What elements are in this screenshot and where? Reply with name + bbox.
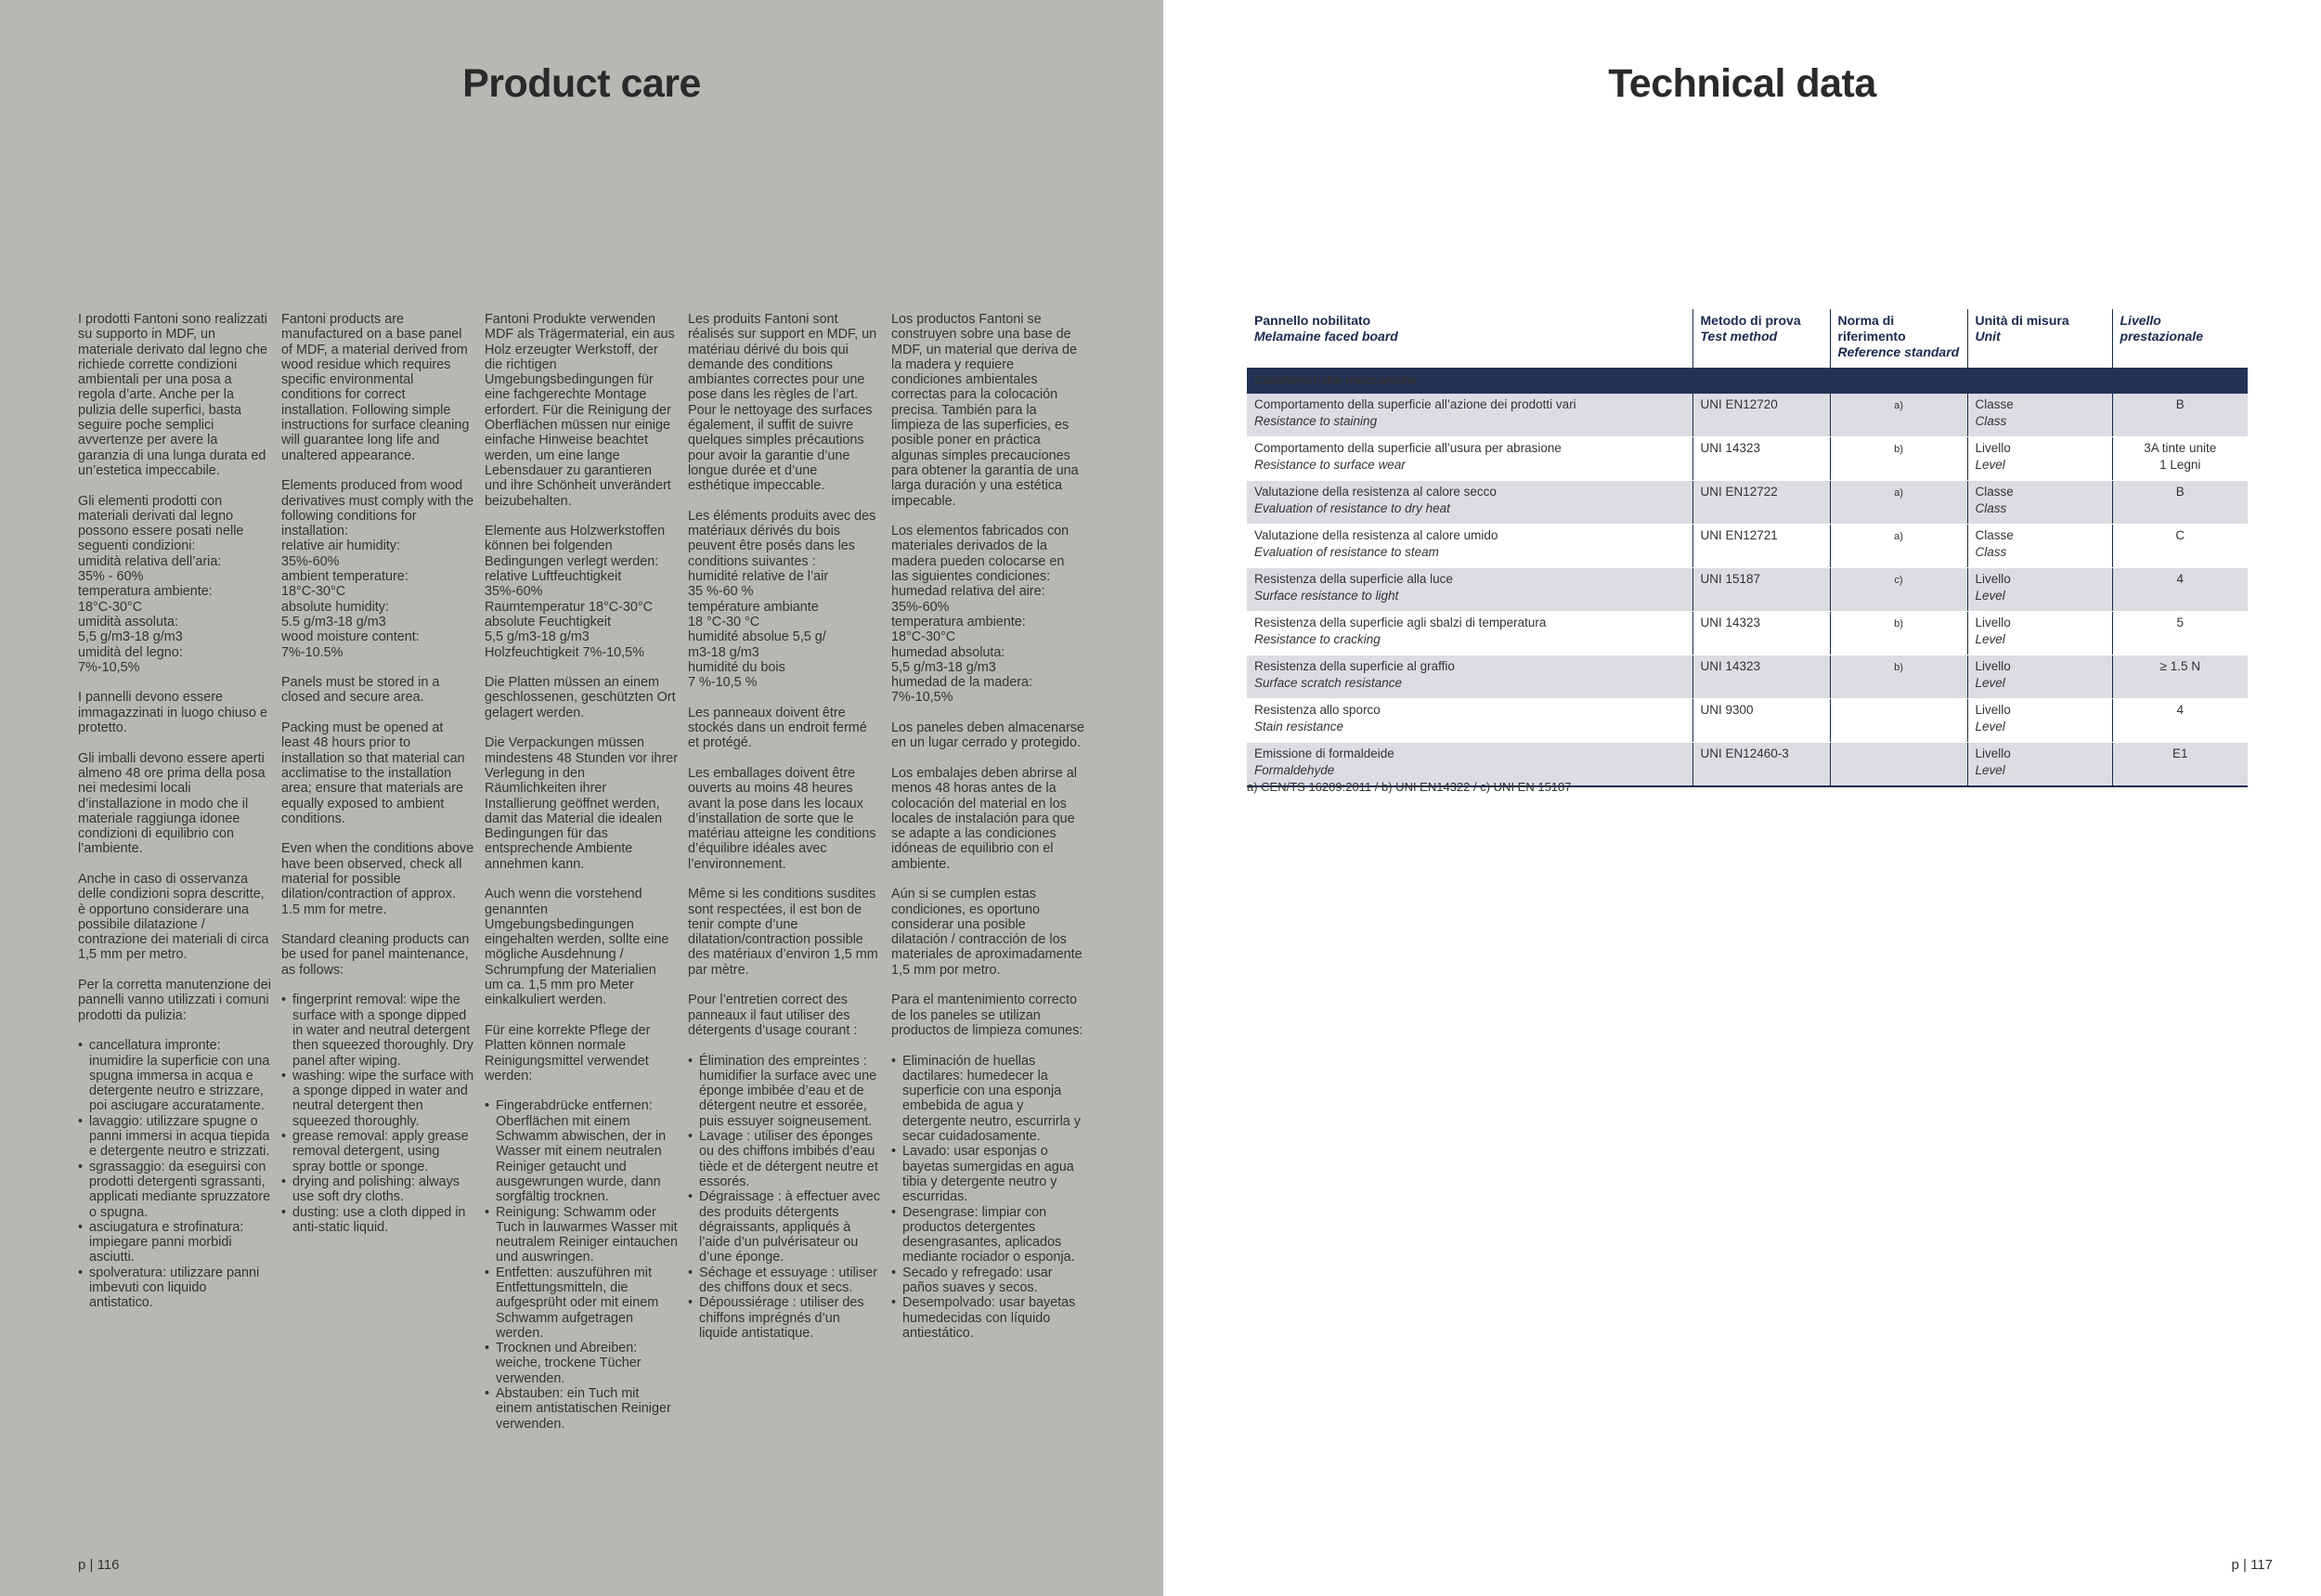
table-row — [1247, 481, 2248, 525]
unit-en: Class — [1975, 501, 2007, 515]
header-reference-it: Norma di riferimento — [1837, 313, 1906, 344]
list-item: • Lavage : utiliser des éponges ou des chiffons imbibés d’eau tiède et de détergent neutre et essorés. — [688, 1129, 881, 1189]
column-paragraph: Les panneaux doivent être stockés dans un endroit fermé et protégé. — [688, 705, 867, 751]
unit-en: Level — [1975, 632, 2005, 646]
text-column-french — [688, 312, 881, 1356]
list-item: • dusting: use a cloth dipped in anti-static liquid. — [281, 1205, 474, 1236]
property-cell — [1247, 437, 1692, 481]
unit-en: Level — [1975, 763, 2005, 777]
column-paragraph: I pannelli devono essere immagazzinati in luogo chiuso e protetto. — [78, 690, 267, 736]
level-value: 3A tinte unite — [2144, 441, 2217, 455]
column-paragraph: Panels must be stored in a closed and secure area. — [281, 675, 440, 706]
table-header-row — [1247, 309, 2248, 368]
level-cell — [2112, 568, 2248, 612]
property-it: Resistenza della superficie al graffio — [1254, 659, 1455, 673]
unit-it: Livello — [1975, 703, 2011, 717]
reference-cell — [1830, 612, 1967, 655]
unit-it: Livello — [1975, 616, 2011, 629]
unit-it: Livello — [1975, 746, 2011, 760]
reference-note: b) — [1894, 662, 1903, 673]
table-row — [1247, 568, 2248, 612]
unit-it: Livello — [1975, 572, 2011, 586]
reference-cell — [1830, 568, 1967, 612]
text-column-english — [281, 312, 474, 1250]
property-en: Stain resistance — [1254, 720, 1344, 733]
property-it: Emissione di formaldeide — [1254, 746, 1394, 760]
column-paragraph: Die Verpackungen müssen mindestens 48 Stunden vor ihrer Verlegung in den Räumlichkeiten ihrer Installierung geöffnet werden, damit das Material die idealen Bedingungen für das entsprechende Ambiente annehmen kann. — [485, 735, 678, 872]
level-cell — [2112, 481, 2248, 525]
page-title-technical-data: Technical data — [1608, 61, 1876, 106]
header-unit-en: Unit — [1975, 329, 2001, 344]
column-paragraph: Les emballages doivent être ouverts au moins 48 heures avant la pose dans les locaux d’installation de sorte que le matériau atteigne les conditions d’équilibre idéales avec l’environnement. — [688, 765, 876, 872]
method-cell: UNI 14323 — [1692, 655, 1830, 699]
method-cell: UNI 14323 — [1692, 612, 1830, 655]
list-item: • Élimination des empreintes : humidifier la surface avec une éponge imbibée d’eau et de détergent neutre et essorée, puis essuyer soigneusement. — [688, 1054, 881, 1129]
cleaning-instructions-list — [281, 993, 474, 1235]
column-paragraph: Para el mantenimiento correcto de los paneles se utilizan productos de limpieza comunes: — [891, 993, 1083, 1038]
level-cell — [2112, 612, 2248, 655]
column-paragraph: Los embalajes deben abrirse al menos 48 horas antes de la colocación del material en los locales de instalación para que se adapte a las condiciones idóneas de equilibrio con el ambiente. — [891, 765, 1077, 872]
column-paragraph: Für eine korrekte Pflege der Platten können normale Reinigungsmittel verwendet werden: — [485, 1022, 651, 1083]
list-item: • fingerprint removal: wipe the surface with a sponge dipped in water and neutral detergent then squeezed thoroughly. Dry panel after wiping. — [281, 993, 474, 1068]
reference-note: c) — [1894, 575, 1903, 586]
property-it: Valutazione della resistenza al calore umido — [1254, 528, 1498, 542]
unit-en: Level — [1975, 676, 2005, 690]
list-item: • Dégraissage : à effectuer avec des produits détergents dégraissants, appliqués à l’aide d’un pulvérisateur ou d’une éponge. — [688, 1189, 881, 1265]
property-cell — [1247, 394, 1692, 437]
unit-en: Level — [1975, 458, 2005, 472]
header-level-en: prestazionale — [2120, 329, 2203, 344]
reference-cell — [1830, 743, 1967, 787]
property-en: Resistance to staining — [1254, 414, 1378, 428]
level-value: B — [2175, 397, 2185, 411]
reference-note: a) — [1894, 531, 1903, 542]
list-item: • Dépoussiérage : utiliser des chiffons imprégnés d’un liquide antistatique. — [688, 1295, 881, 1341]
reference-note: a) — [1894, 487, 1903, 499]
page-number-left: p | 116 — [78, 1557, 120, 1573]
unit-cell — [1967, 655, 2112, 699]
cleaning-instructions-list — [78, 1038, 271, 1310]
table-row — [1247, 525, 2248, 568]
table-row — [1247, 699, 2248, 743]
method-cell: UNI EN12460-3 — [1692, 743, 1830, 787]
right-page — [1163, 0, 2321, 1596]
reference-note: b) — [1894, 444, 1903, 455]
header-method-en: Test method — [1700, 329, 1778, 344]
text-column-italian — [78, 312, 271, 1326]
unit-cell — [1967, 568, 2112, 612]
header-reference — [1830, 309, 1967, 368]
reference-cell — [1830, 525, 1967, 568]
table-row — [1247, 612, 2248, 655]
page-title-product-care: Product care — [462, 61, 701, 106]
level-value: C — [2175, 528, 2185, 542]
list-item: • Reinigung: Schwamm oder Tuch in lauwarmes Wasser mit neutralem Reiniger eintauchen und auswringen. — [485, 1205, 678, 1265]
column-paragraph: Gli elementi prodotti con materiali derivati dal legno possono essere posati nelle seguenti condizioni: umidità relativa dell’aria: 35% - 60% temperatura ambiente: 18°C-30°C umidità assoluta: 5,5 g/m3-18 g/m3 umidità del legno: 7%-10,5% — [78, 493, 244, 675]
column-paragraph: Anche in caso di osservanza delle condizioni sopra descritte, è opportuno considerare una possibile dilatazione / contrazione dei materiali di circa 1,5 mm per metro. — [78, 871, 269, 963]
list-item: • Desempolvado: usar bayetas humedecidas con líquido antiestático. — [891, 1295, 1084, 1341]
property-en: Resistance to surface wear — [1254, 458, 1406, 472]
unit-en: Level — [1975, 720, 2005, 733]
property-it: Valutazione della resistenza al calore secco — [1254, 485, 1497, 499]
property-it: Resistenza della superficie agli sbalzi di temperatura — [1254, 616, 1547, 629]
level-cell — [2112, 699, 2248, 743]
cleaning-instructions-list — [485, 1098, 678, 1432]
column-paragraph: Les éléments produits avec des matériaux dérivés du bois peuvent être posés dans les conditions suivantes : humidité relative de l’air 35 %-60 % température ambiante 18 °C-30 °C humidité absolue 5,5 g/ m3-18 g/m3 humidité du bois 7 %-10,5 % — [688, 508, 876, 691]
level-value-secondary: 1 Legni — [2159, 458, 2201, 472]
header-reference-en: Reference standard — [1837, 344, 1960, 359]
column-paragraph: Fantoni Produkte verwenden MDF als Trägermaterial, ein aus Holz erzeugter Werkstoff, der die richtigen Umgebungsbedingungen für eine fachgerechte Montage erfordert. Für die Reinigung der Oberflächen müssen nur einige einfache Hinweise beachtet werden, um eine lange Lebensdauer zu garantieren und ihre Schönheit unverändert beizubehalten. — [485, 312, 675, 509]
property-cell — [1247, 699, 1692, 743]
level-value: 5 — [2176, 616, 2184, 629]
method-cell: UNI 14323 — [1692, 437, 1830, 481]
column-paragraph: Standard cleaning products can be used for panel maintenance, as follows: — [281, 932, 470, 978]
column-paragraph: I prodotti Fantoni sono realizzati su supporto in MDF, un materiale derivato dal legno che richiede corrette condizioni ambientali per una posa a regola d’arte. Anche per la pulizia delle superfici, basta seguire poche semplici avvertenze per avere la garanzia di una lunga durata ed un’estetica impeccabile. — [78, 312, 267, 478]
list-item: • Lavado: usar esponjas o bayetas sumergidas en agua tibia y detergente neutro y escurridas. — [891, 1144, 1084, 1204]
list-item: • lavaggio: utilizzare spugne o panni immersi in acqua tiepida e detergente neutro e strizzati. — [78, 1114, 271, 1160]
unit-cell — [1967, 394, 2112, 437]
list-item: • Fingerabdrücke entfernen: Oberflächen mit einem Schwamm abwischen, der in Wasser mit einem neutralen Reiniger getaucht und ausgewrungen wurde, dann sorgfältig trocknen. — [485, 1098, 678, 1204]
property-cell — [1247, 568, 1692, 612]
reference-cell — [1830, 437, 1967, 481]
column-paragraph: Aún si se cumplen estas condiciones, es oportuno considerar una posible dilatación / contracción de los materiales de aproximadamente 1,5 mm por metro. — [891, 887, 1083, 978]
column-paragraph: Even when the conditions above have been observed, check all material for possible dilation/contraction of approx. 1.5 mm for metre. — [281, 841, 474, 917]
level-value: E1 — [2172, 746, 2188, 760]
text-column-german — [485, 312, 678, 1447]
level-value: 4 — [2176, 703, 2184, 717]
property-en: Resistance to cracking — [1254, 632, 1381, 646]
level-value: B — [2175, 485, 2185, 499]
column-paragraph: Packing must be opened at least 48 hours prior to installation so that material can acclimatise to the installation area; ensure that materials are equally exposed to ambient conditions. — [281, 720, 465, 826]
unit-it: Classe — [1975, 528, 2014, 542]
column-paragraph: Per la corretta manutenzione dei pannelli vanno utilizzati i comuni prodotti da pulizia: — [78, 978, 271, 1023]
header-method — [1692, 309, 1830, 368]
list-item: • asciugatura e strofinatura: impiegare panni morbidi asciutti. — [78, 1220, 271, 1265]
header-board — [1247, 309, 1692, 368]
reference-cell — [1830, 481, 1967, 525]
property-cell — [1247, 612, 1692, 655]
column-paragraph: Gli imballi devono essere aperti almeno 48 ore prima della posa nei medesimi locali d’installazione in modo che il materiale raggiunga idonee condizioni di equilibrio con l’ambiente. — [78, 750, 266, 857]
list-item: • Trocknen und Abreiben: weiche, trockene Tücher verwenden. — [485, 1341, 678, 1386]
header-level — [2112, 309, 2248, 368]
unit-en: Class — [1975, 545, 2007, 559]
list-item: • Secado y refregado: usar paños suaves y secos. — [891, 1265, 1084, 1296]
header-board-it: Pannello nobilitato — [1254, 313, 1371, 328]
reference-cell — [1830, 394, 1967, 437]
property-cell — [1247, 481, 1692, 525]
reference-note: b) — [1894, 618, 1903, 629]
unit-it: Classe — [1975, 397, 2014, 411]
unit-it: Classe — [1975, 485, 2014, 499]
cleaning-instructions-list — [688, 1054, 881, 1342]
column-paragraph: Elements produced from wood derivatives must comply with the following conditions for installation: relative air humidity: 35%-60% ambient temperature: 18°C-30°C absolute humidity: 5.5 g/m3-18 g/m3 wood moisture content: 7%-10.5% — [281, 478, 474, 660]
property-cell — [1247, 525, 1692, 568]
column-paragraph: Los productos Fantoni se construyen sobre una base de MDF, un material que deriva de la madera y requiere condiciones ambientales correctas para la colocación precisa. También para la limpieza de las superficies, es posible poner en práctica algunas simples precauciones para obtener la garantía de una larga duración y una estética impecable. — [891, 312, 1079, 509]
property-cell — [1247, 655, 1692, 699]
unit-cell — [1967, 437, 2112, 481]
level-cell — [2112, 394, 2248, 437]
technical-data-table — [1247, 309, 2248, 787]
list-item: • spolveratura: utilizzare panni imbevuti con liquido antistatico. — [78, 1265, 271, 1311]
unit-cell — [1967, 481, 2112, 525]
header-level-it: Livello — [2120, 313, 2161, 328]
column-paragraph: Fantoni products are manufactured on a base panel of MDF, a material derived from wood residue which requires specific environmental conditions for correct installation. Following simple instructions for surface cleaning will guarantee long life and unaltered appearance. — [281, 312, 470, 463]
property-it: Resistenza della superficie alla luce — [1254, 572, 1453, 586]
list-item: • Abstauben: ein Tuch mit einem antistatischen Reiniger verwenden. — [485, 1386, 678, 1432]
unit-it: Livello — [1975, 441, 2011, 455]
column-paragraph: Los elementos fabricados con materiales derivados de la madera pueden colocarse en las siguientes condiciones: humedad relativa del aire: 35%-60% temperatura ambiente: 18°C-30°C humedad absoluta: 5,5 g/m3-18 g/m3 humedad de la madera: 7%-10,5% — [891, 524, 1070, 706]
text-column-spanish — [891, 312, 1084, 1356]
column-paragraph: Die Platten müssen an einem geschlossenen, geschützten Ort gelagert werden. — [485, 675, 676, 720]
unit-cell — [1967, 525, 2112, 568]
list-item: • washing: wipe the surface with a sponge dipped in water and neutral detergent then squeezed thoroughly. — [281, 1069, 474, 1129]
list-item: • Desengrase: limpiar con productos detergentes desengrasantes, aplicados mediante rociador o esponja. — [891, 1205, 1084, 1265]
page-number-right: p | 117 — [2231, 1557, 2273, 1573]
reference-note: a) — [1894, 400, 1903, 411]
method-cell: UNI EN12721 — [1692, 525, 1830, 568]
property-it: Comportamento della superficie all’azione dei prodotti vari — [1254, 397, 1576, 411]
cleaning-instructions-list — [891, 1054, 1084, 1342]
table-row — [1247, 394, 2248, 437]
level-cell — [2112, 525, 2248, 568]
column-paragraph: Même si les conditions susdites sont respectées, il est bon de tenir compte d’une dilatation/contraction possible des matériaux d’environ 1,5 mm par mètre. — [688, 887, 878, 978]
unit-it: Livello — [1975, 659, 2011, 673]
method-cell: UNI 9300 — [1692, 699, 1830, 743]
level-cell — [2112, 743, 2248, 787]
method-cell: UNI EN12720 — [1692, 394, 1830, 437]
unit-cell — [1967, 699, 2112, 743]
unit-cell — [1967, 612, 2112, 655]
list-item: • Séchage et essuyage : utiliser des chiffons doux et secs. — [688, 1265, 881, 1296]
header-board-en: Melamaine faced board — [1254, 329, 1398, 344]
unit-en: Level — [1975, 589, 2005, 603]
method-cell: UNI EN12722 — [1692, 481, 1830, 525]
unit-cell — [1967, 743, 2112, 787]
list-item: • Eliminación de huellas dactilares: humedecer la superficie con una esponja embebida de agua y detergente neutro, escurrirla y secar cuidadosamente. — [891, 1054, 1084, 1145]
level-cell — [2112, 655, 2248, 699]
reference-cell — [1830, 699, 1967, 743]
list-item: • grease removal: apply grease removal detergent, using spray bottle or sponge. — [281, 1129, 474, 1174]
table-row — [1247, 437, 2248, 481]
property-it: Comportamento della superficie all’usura per abrasione — [1254, 441, 1562, 455]
property-en: Surface scratch resistance — [1254, 676, 1403, 690]
level-value: 4 — [2176, 572, 2184, 586]
section-row — [1247, 368, 2248, 394]
unit-en: Class — [1975, 414, 2007, 428]
column-paragraph: Elemente aus Holzwerkstoffen können bei folgenden Bedingungen verlegt werden: relative Luftfeuchtigkeit 35%-60% Raumtemperatur 18°C-30°C absolute Feuchtigkeit 5,5 g/m3-18 g/m3 Holzfeuchtigkeit 7%-10,5% — [485, 524, 666, 660]
property-it: Resistenza allo sporco — [1254, 703, 1381, 717]
column-paragraph: Auch wenn die vorstehend genannten Umgebungsbedingungen eingehalten werden, sollte eine mögliche Ausdehnung / Schrumpfung der Materialien um ca. 1,5 mm pro Meter einkalkuliert werden. — [485, 887, 669, 1008]
column-paragraph: Pour l’entretien correct des panneaux il faut utiliser des détergents d’usage courant : — [688, 993, 858, 1038]
section-title: Caratteristiche meccaniche — [1247, 368, 2248, 394]
table-footnote: a) CEN/TS 16209:2011 / b) UNI EN14322 / c) UNI EN 15187 — [1247, 780, 1572, 794]
method-cell: UNI 15187 — [1692, 568, 1830, 612]
property-en: Evaluation of resistance to steam — [1254, 545, 1439, 559]
reference-cell — [1830, 655, 1967, 699]
column-paragraph: Los paneles deben almacenarse en un lugar cerrado y protegido. — [891, 720, 1085, 751]
table-row — [1247, 655, 2248, 699]
list-item: • sgrassaggio: da eseguirsi con prodotti detergenti sgrassanti, applicati mediante spruzzatore o spugna. — [78, 1160, 271, 1220]
list-item: • cancellatura impronte: inumidire la superficie con una spugna immersa in acqua e detergente neutro e strizzare, poi asciugare accuratamente. — [78, 1038, 271, 1113]
list-item: • Entfetten: auszuführen mit Entfettungsmitteln, die aufgesprüht oder mit einem Schwamm aufgetragen werden. — [485, 1265, 678, 1341]
property-en: Formaldehyde — [1254, 763, 1335, 777]
header-method-it: Metodo di prova — [1700, 313, 1801, 328]
list-item: • drying and polishing: always use soft dry cloths. — [281, 1174, 474, 1205]
level-cell — [2112, 437, 2248, 481]
property-en: Surface resistance to light — [1254, 589, 1399, 603]
property-en: Evaluation of resistance to dry heat — [1254, 501, 1450, 515]
level-value: ≥ 1.5 N — [2159, 659, 2200, 673]
column-paragraph: Les produits Fantoni sont réalisés sur support en MDF, un matériau dérivé du bois qui demande des conditions ambiantes correctes pour une pose dans les règles de l’art. Pour le nettoyage des surfaces également, il suffit de suivre quelques simples précautions pour avoir la garantie d’une longue durée et d’une esthétique impeccable. — [688, 312, 877, 494]
header-unit-it: Unità di misura — [1975, 313, 2069, 328]
header-unit — [1967, 309, 2112, 368]
